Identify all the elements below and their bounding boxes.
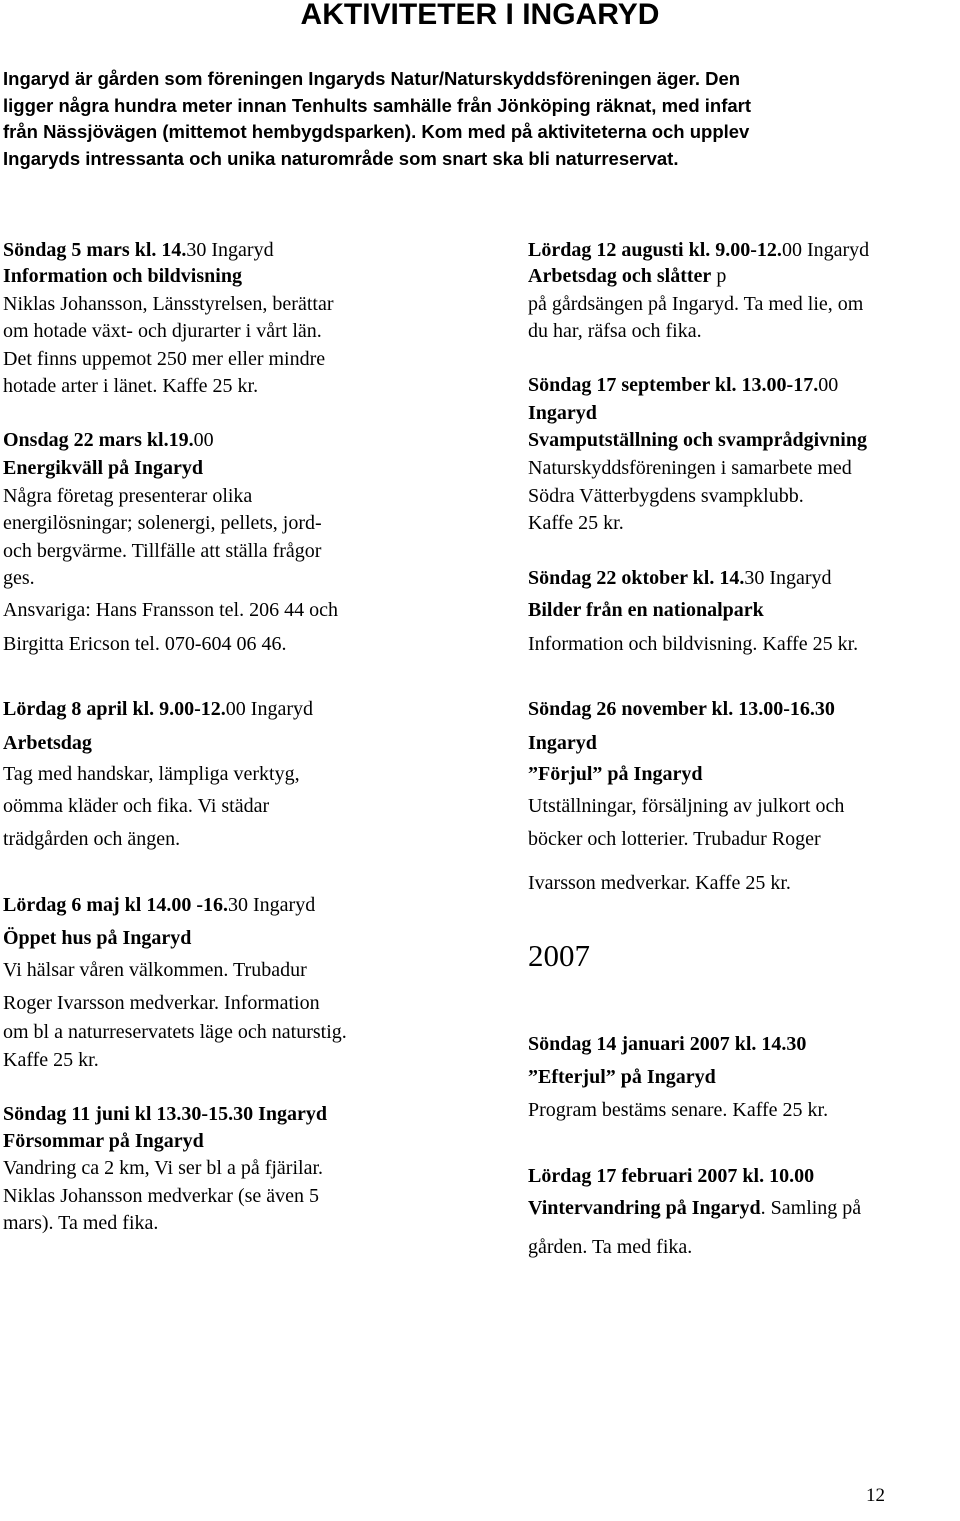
event-title: Öppet hus på Ingaryd [3, 927, 192, 949]
event-text: Ivarsson medverkar. Kaffe 25 kr. [528, 872, 791, 894]
event-title: Arbetsdag [3, 732, 92, 754]
event-heading: Onsdag 22 mars kl.19.00 [3, 429, 214, 451]
event-heading: Lördag 12 augusti kl. 9.00-12.00 Ingaryd [528, 239, 870, 261]
event-heading: Söndag 17 september kl. 13.00-17.00 [528, 374, 839, 396]
event-text: mars). Ta med fika. [3, 1212, 159, 1234]
intro-line: ligger några hundra meter innan Tenhults samhälle från Jönköping räknat, med infart [3, 94, 752, 116]
event-text: Information och bildvisning. Kaffe 25 kr. [528, 633, 859, 655]
event-text: Niklas Johansson medverkar (se även 5 [3, 1185, 320, 1207]
intro-line: från Nässjövägen (mittemot hembygdsparken). Kom med på aktiviteterna och upplev [3, 121, 750, 143]
event-heading: Söndag 5 mars kl. 14.30 Ingaryd [3, 239, 274, 261]
event-text: om bl a naturreservatets läge och naturstig. [3, 1021, 347, 1043]
event-title: ”Efterjul” på Ingaryd [528, 1066, 716, 1088]
event-text: Det finns uppemot 250 mer eller mindre [3, 348, 326, 370]
event-title: Bilder från en nationalpark [528, 599, 764, 621]
event-text: Program bestäms senare. Kaffe 25 kr. [528, 1099, 829, 1121]
event-title: Information och bildvisning [3, 265, 242, 287]
year-heading: 2007 [528, 938, 590, 973]
event-title: Arbetsdag och slåtter p [528, 265, 727, 287]
event-heading: Söndag 26 november kl. 13.00-16.30 [528, 698, 835, 720]
intro-line: Ingaryd är gården som föreningen Ingaryds Natur/Naturskyddsföreningen äger. Den [3, 68, 741, 89]
event-text: Utställningar, försäljning av julkort och [528, 795, 845, 817]
event-heading: Söndag 11 juni kl 13.30-15.30 Ingaryd [3, 1103, 327, 1125]
event-text: hotade arter i länet. Kaffe 25 kr. [3, 375, 259, 397]
event-text: du har, räfsa och fika. [528, 320, 702, 342]
event-text: Några företag presenterar olika [3, 485, 253, 507]
event-text: Birgitta Ericson tel. 070-604 06 46. [3, 633, 287, 655]
event-text: böcker och lotterier. Trubadur Roger [528, 828, 821, 850]
event-heading: Ingaryd [528, 402, 597, 424]
event-text: på gårdsängen på Ingaryd. Ta med lie, om [528, 293, 864, 315]
event-text: om hotade växt- och djurarter i vårt län. [3, 320, 322, 342]
event-title: Energikväll på Ingaryd [3, 457, 204, 479]
event-heading: Ingaryd [528, 732, 597, 754]
event-heading: Lördag 8 april kl. 9.00-12.00 Ingaryd [3, 698, 313, 720]
event-heading: Söndag 14 januari 2007 kl. 14.30 [528, 1033, 807, 1055]
event-text: Naturskyddsföreningen i samarbete med [528, 457, 852, 479]
event-text: energilösningar; solenergi, pellets, jord- [3, 512, 322, 534]
event-text: Ansvariga: Hans Fransson tel. 206 44 och [3, 599, 338, 621]
event-text: ges. [3, 567, 35, 589]
event-text: Kaffe 25 kr. [528, 512, 624, 534]
event-heading: Lördag 17 februari 2007 kl. 10.00 [528, 1165, 815, 1187]
event-text: och bergvärme. Tillfälle att ställa frågor [3, 540, 322, 562]
event-text: Vandring ca 2 km, Vi ser bl a på fjärilar. [3, 1157, 323, 1179]
event-text: Niklas Johansson, Länsstyrelsen, berättar [3, 293, 334, 315]
event-text: Tag med handskar, lämpliga verktyg, [3, 763, 300, 785]
event-text: oömma kläder och fika. Vi städar [3, 795, 270, 817]
event-text: Södra Vätterbygdens svampklubb. [528, 485, 804, 507]
event-text: Kaffe 25 kr. [3, 1049, 99, 1071]
event-text: Vi hälsar våren välkommen. Trubadur [3, 959, 307, 981]
event-title: Försommar på Ingaryd [3, 1130, 204, 1152]
intro-paragraph [3, 66, 953, 173]
event-heading: Söndag 22 oktober kl. 14.30 Ingaryd [528, 567, 832, 589]
event-text: gården. Ta med fika. [528, 1236, 693, 1258]
intro-line: Ingaryds intressanta och unika naturområde som snart ska bli naturreservat. [3, 148, 679, 170]
event-title: Vintervandring på Ingaryd. Samling på [528, 1197, 862, 1219]
event-heading: Lördag 6 maj kl 14.00 -16.30 Ingaryd [3, 894, 316, 916]
event-title: Svamputställning och svamprådgivning [528, 429, 867, 451]
event-title: ”Förjul” på Ingaryd [528, 763, 703, 785]
event-text: Roger Ivarsson medverkar. Information [3, 992, 320, 1014]
page-title: AKTIVITETER I INGARYD [300, 0, 660, 31]
event-text: trädgården och ängen. [3, 828, 181, 850]
page-number: 12 [866, 1485, 885, 1506]
